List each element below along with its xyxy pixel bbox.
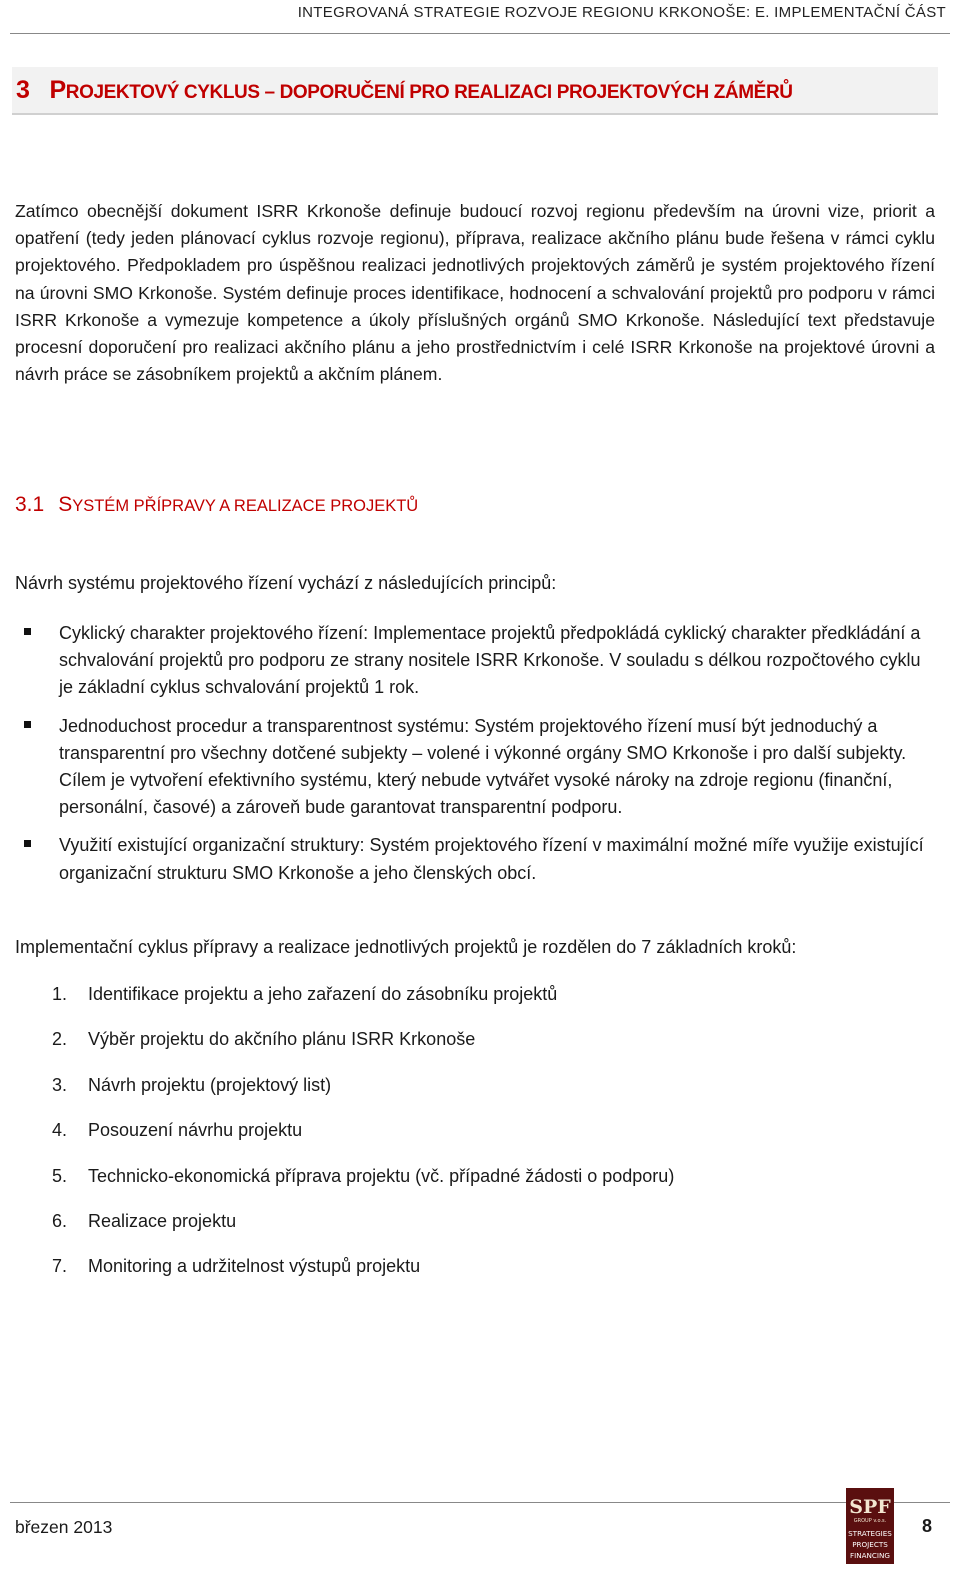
step-text: Identifikace projektu a jeho zařazení do zásobníku projektů	[88, 984, 558, 1004]
section-number: 3.1	[15, 493, 45, 516]
step-number: 1.	[52, 984, 68, 1004]
intro-paragraph: Zatímco obecnější dokument ISRR Krkonoše definuje budoucí rozvoj regionu především na úrovni vize, priorit a opatření (tedy jeden plánovací cyklus rozvoje regionu), příprava, realizace akčního plánu bude řešena v rámci cyklu projektového. Předpokladem pro úspěšnou realizaci jednotlivých projektových záměrů je systém projektového řízení na úrovni SMO Krkonoše. Systém definuje proces identifikace, hodnocení a schvalování projektů pro podporu v rámci ISRR Krkonoše a vymezuje kompetence a úkoly příslušných orgánů SMO Krkonoše. Následující text představuje procesní doporučení pro realizaci akčního plánu a jeho prostřednictvím i celé ISRR Krkonoše na projektové úrovni a návrh práce se zásobníkem projektů a akčním plánem.	[15, 201, 935, 385]
principle-text: Jednoduchost procedur a transparentnost systému: Systém projektového řízení musí být jednoduchý a transparentní pro všechny dotčené subjekty – volené i výkonné orgány SMO Krkonoše i pro další subjekty. Cílem je vytvoření efektivního systému, který nebude vytvářet vysoké nároky na zdroje regionu (finanční, personální, časové) a zároveň bude garantovat transparentní podporu.	[59, 715, 907, 818]
square-bullet-icon	[24, 721, 31, 728]
step-text: Technicko-ekonomická příprava projektu (vč. případné žádosti o podporu)	[88, 1165, 675, 1186]
step-item	[52, 1166, 674, 1211]
footer-rule	[10, 1502, 950, 1503]
step-text: Realizace projektu	[88, 1210, 237, 1231]
step-number: 7.	[52, 1256, 68, 1277]
step-text: Návrh projektu (projektový list)	[88, 1074, 332, 1095]
step-number: 4.	[52, 1120, 68, 1141]
logo-line-projects: PROJECTS	[852, 1540, 888, 1549]
section-title-rest: YSTÉM PŘÍPRAVY A REALIZACE PROJEKTŮ	[72, 497, 419, 515]
logo-mark: SPF	[849, 1496, 891, 1518]
square-bullet-icon	[24, 628, 31, 635]
step-text: Posouzení návrhu projektu	[88, 1120, 303, 1141]
square-bullet-icon	[24, 840, 31, 847]
logo-line-strategies: STRATEGIES	[848, 1529, 892, 1538]
step-text: Výběr projektu do akčního plánu ISRR Krkonoše	[88, 1029, 476, 1050]
principle-item	[15, 832, 925, 886]
step-item	[52, 984, 674, 1029]
principle-text: Cyklický charakter projektového řízení: Implementace projektů předpokládá cyklický charakter předkládání a schvalování projektů pro podporu ze strany nositele ISRR Krkonoše. V souladu s délkou rozpočtového cyklu je základní cyklus schvalování projektů 1 rok.	[59, 623, 921, 698]
running-header: INTEGROVANÁ STRATEGIE ROZVOJE REGIONU KRKONOŠE: E. IMPLEMENTAČNÍ ČÁST	[297, 4, 946, 21]
steps-list	[52, 984, 674, 1302]
principle-item	[15, 713, 925, 822]
chapter-title-rest: ROJEKTOVÝ CYKLUS – DOPORUČENÍ PRO REALIZACI PROJEKTOVÝCH ZÁMĚRŮ	[65, 82, 793, 103]
step-item	[52, 1256, 674, 1301]
step-number: 2.	[52, 1029, 68, 1050]
step-item	[52, 1211, 674, 1256]
chapter-title-initial: P	[49, 76, 66, 104]
step-number: 3.	[52, 1074, 68, 1095]
spf-logo	[846, 1488, 894, 1564]
step-item	[52, 1075, 674, 1120]
lead-sentence: Návrh systému projektového řízení vychází z následujících principů:	[15, 573, 557, 593]
logo-line-financing: FINANCING	[849, 1551, 891, 1560]
step-text: Monitoring a udržitelnost výstupů projektu	[88, 1256, 421, 1277]
header-rule	[10, 33, 950, 34]
logo-group-text: GROUP v.o.s.	[853, 1518, 887, 1524]
section-title	[15, 493, 418, 517]
principle-text: Využití existující organizační struktury: Systém projektového řízení v maximální možné míře využije existující organizační strukturu SMO Krkonoše a jeho členských obcí.	[59, 835, 924, 883]
chapter-number: 3	[16, 76, 30, 104]
implementation-sentence: Implementační cyklus přípravy a realizace jednotlivých projektů je rozdělen do 7 základních kroků:	[15, 937, 797, 957]
step-item	[52, 1029, 674, 1074]
step-item	[52, 1120, 674, 1165]
step-number: 5.	[52, 1165, 68, 1186]
footer-date: březen 2013	[15, 1517, 113, 1537]
step-number: 6.	[52, 1210, 68, 1231]
section-title-initial: S	[58, 493, 73, 516]
principle-item	[15, 620, 925, 702]
chapter-title	[16, 76, 793, 105]
principles-list	[15, 620, 925, 898]
page-number: 8	[922, 1516, 933, 1536]
